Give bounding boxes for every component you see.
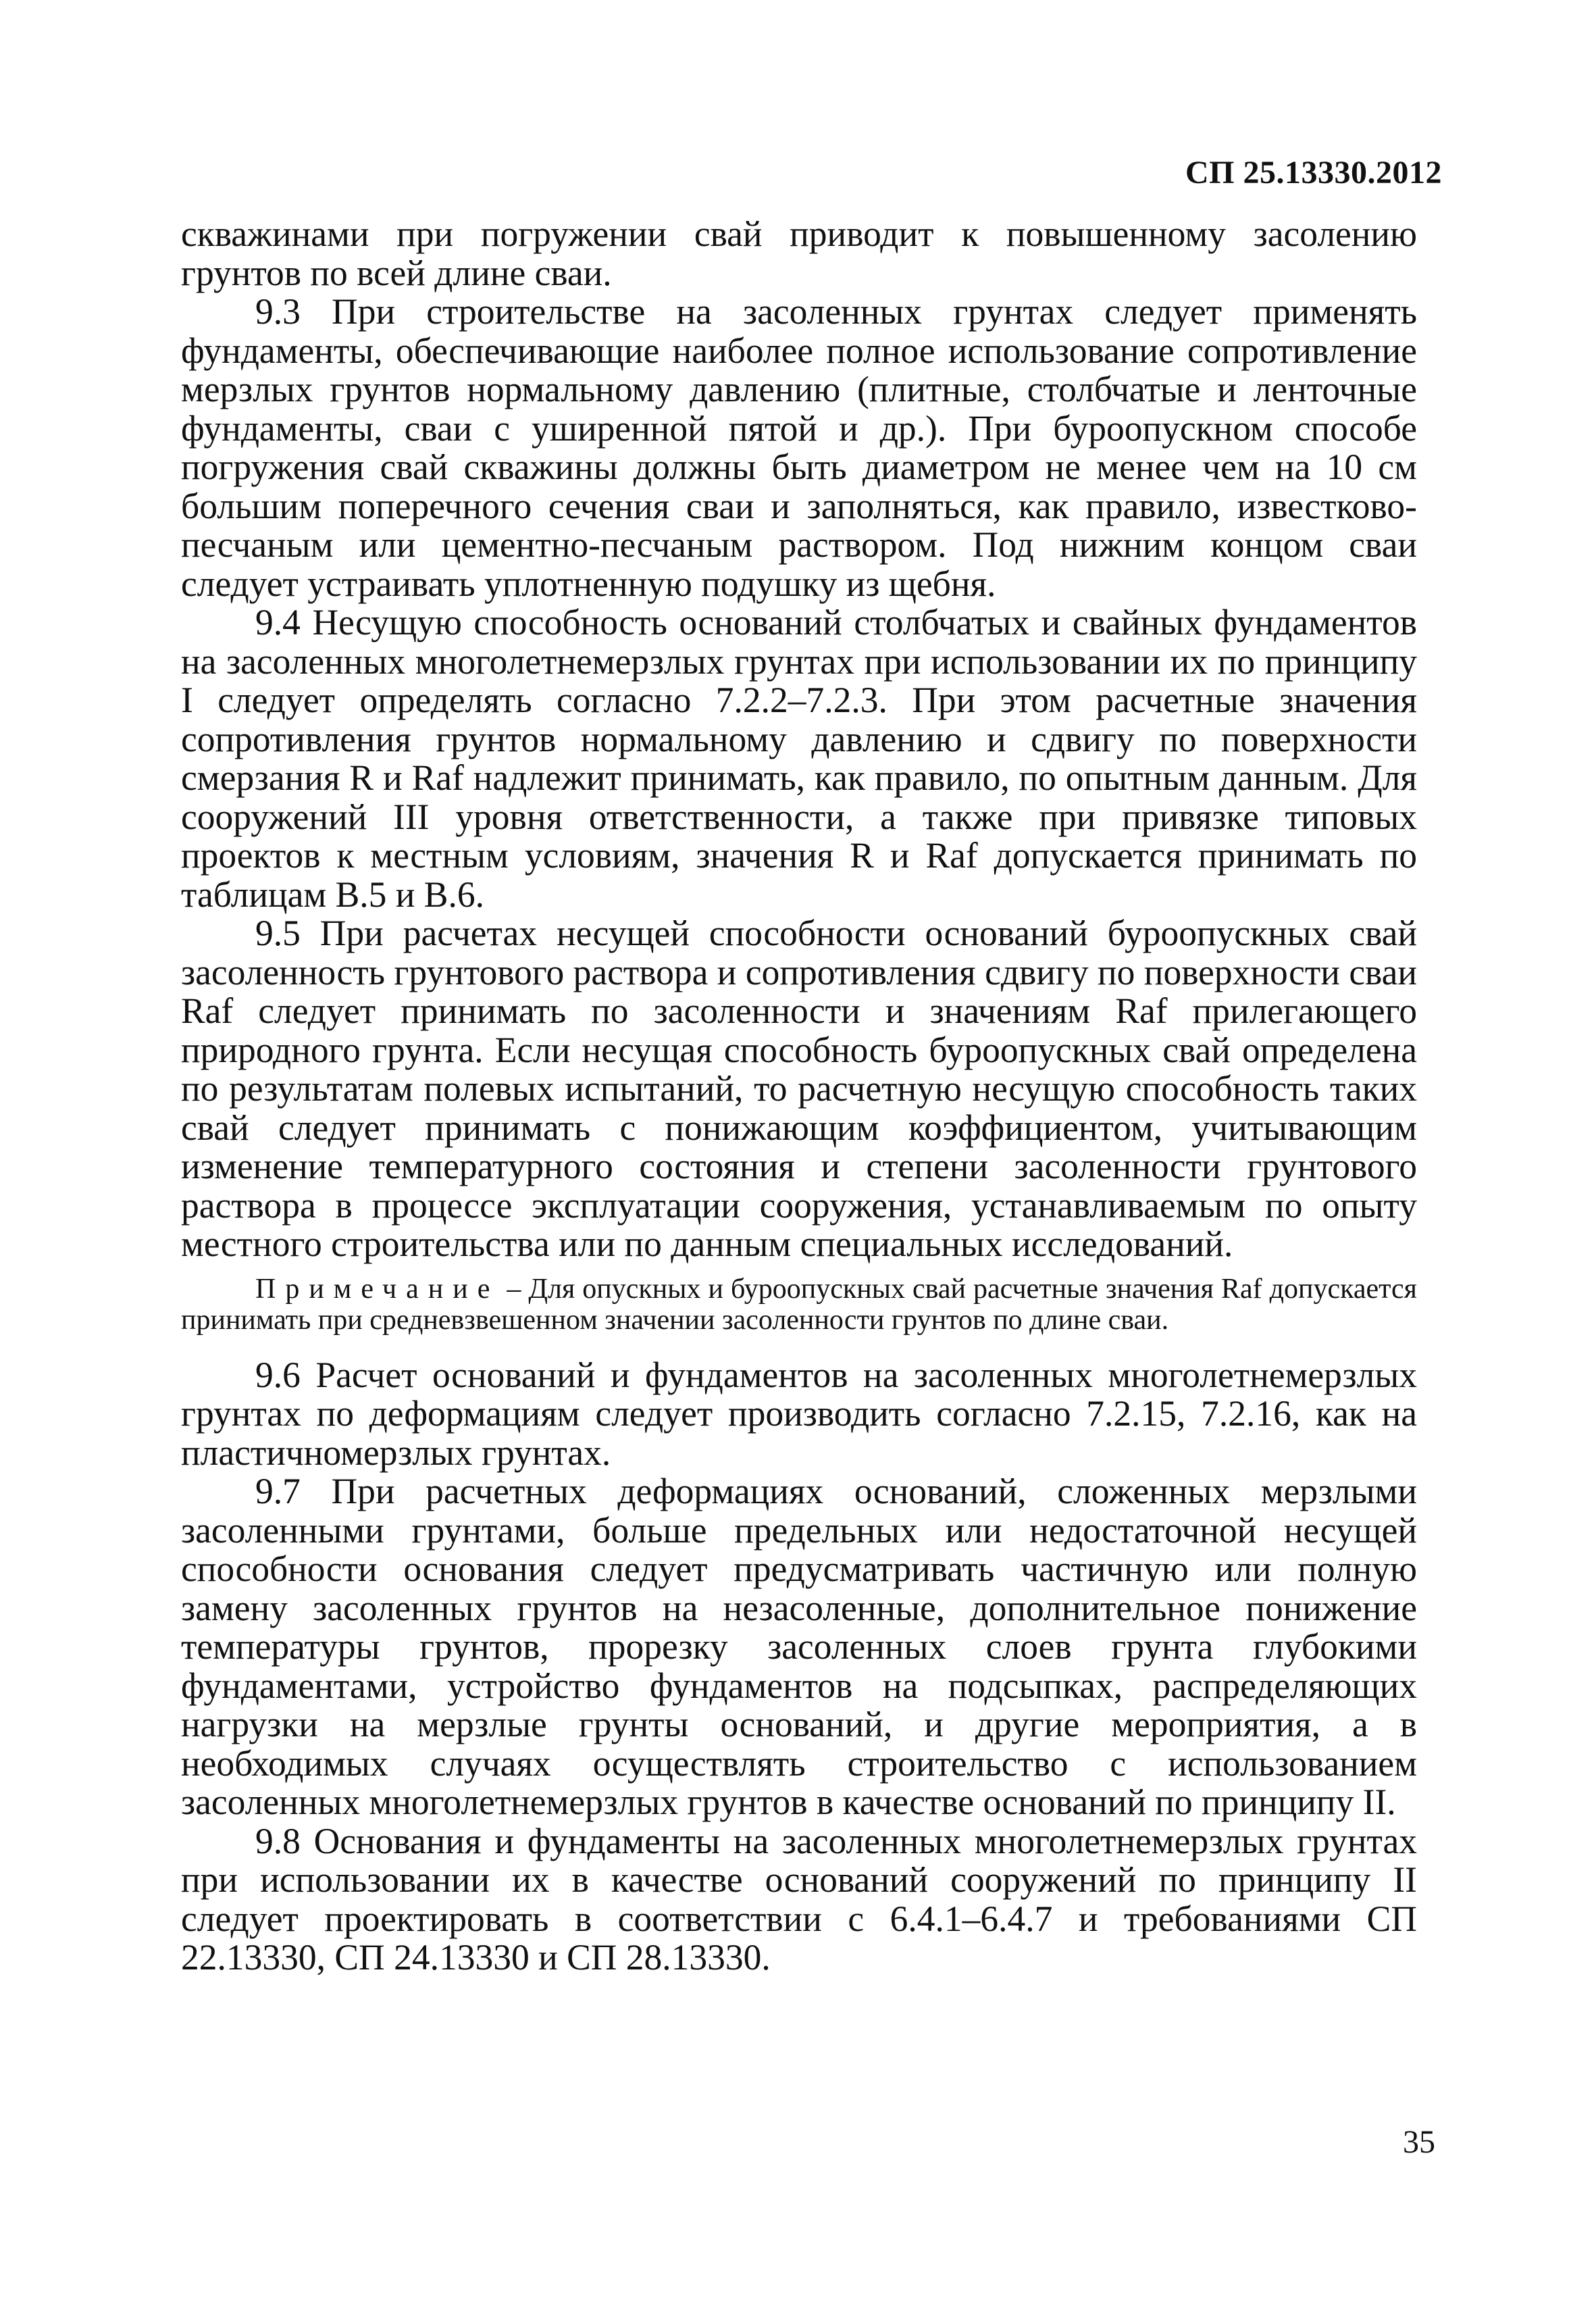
document-code: СП 25.13330.2012 [1185, 155, 1442, 191]
page-number: 35 [1403, 2124, 1435, 2160]
note-paragraph [181, 1274, 1417, 1336]
paragraph-9-3: 9.3 При строительстве на засоленных грунтах следует применять фундаменты, обеспечивающие наиболее полное использование сопротивление мерзлых грунтов нормальному давлению (плитные, столбчатые и ленточные фундаменты, сваи с уширенной пятой и др.). При буроопускном способе погружения свай скважины должны быть диаметром не менее чем на 10 см большим поперечного сечения сваи и заполняться, как правило, известково-песчаным или цементно-песчаным раствором. Под нижним концом сваи следует устраивать уплотненную подушку из щебня. [181, 291, 1417, 604]
document-body [181, 215, 1417, 1978]
paragraph-9-7: 9.7 При расчетных деформациях оснований, сложенных мерзлыми засоленными грунтами, больше предельных или недостаточной несущей способности основания следует предусматривать частичную или полную замену засоленных грунтов на незасоленные, дополнительное понижение температуры грунтов, прорезку засоленных слоев грунта глубокими фундаментами, устройство фундаментов на подсыпках, распределяющих нагрузки на мерзлые грунты оснований, и другие мероприятия, а в необходимых случаях осуществлять строительство с использованием засоленных многолетнемерзлых грунтов в качестве оснований по принципу II. [181, 1471, 1417, 1822]
paragraph-9-8: 9.8 Основания и фундаменты на засоленных многолетнемерзлых грунтах при использовании их в качестве оснований сооружений по принципу II следует проектировать в соответствии с 6.4.1–6.4.7 и требованиями СП 22.13330, СП 24.13330 и СП 28.13330. [181, 1820, 1417, 1978]
paragraph-continuation: скважинами при погружении свай приводит к повышенному засолению грунтов по всей длине сваи. [181, 213, 1417, 293]
note-text: – Для опускных и буроопускных свай расчетные значения Raf допускается принимать при средневзвешенном значении засоленности грунтов по длине сваи. [181, 1273, 1417, 1336]
paragraph-9-4: 9.4 Несущую способность оснований столбчатых и свайных фундаментов на засоленных многолетнемерзлых грунтах при использовании их по принципу I следует определять согласно 7.2.2–7.2.3. При этом расчетные значения сопротивления грунтов нормальному давлению и сдвигу по поверхности смерзания R и Raf надлежит принимать, как правило, по опытным данным. Для сооружений III уровня ответственности, а также при привязке типовых проектов к местным условиям, значения R и Raf допускается принимать по таблицам В.5 и В.6. [181, 602, 1417, 915]
paragraph-9-5: 9.5 При расчетах несущей способности оснований буроопускных свай засоленность грунтового раствора и сопротивления сдвигу по поверхности сваи Raf следует принимать по засоленности и значениям Raf прилегающего природного грунта. Если несущая способность буроопускных свай определена по результатам полевых испытаний, то расчетную несущую способность таких свай следует принимать с понижающим коэффициентом, учитывающим изменение температурного состояния и степени засоленности грунтового раствора в процессе эксплуатации сооружения, устанавливаемым по опыту местного строительства или по данным специальных исследований. [181, 913, 1417, 1264]
note-label: Примечание [255, 1273, 500, 1305]
paragraph-9-6: 9.6 Расчет оснований и фундаментов на засоленных многолетнемерзлых грунтах по деформациям следует производить согласно 7.2.15, 7.2.16, как на пластичномерзлых грунтах. [181, 1354, 1417, 1473]
